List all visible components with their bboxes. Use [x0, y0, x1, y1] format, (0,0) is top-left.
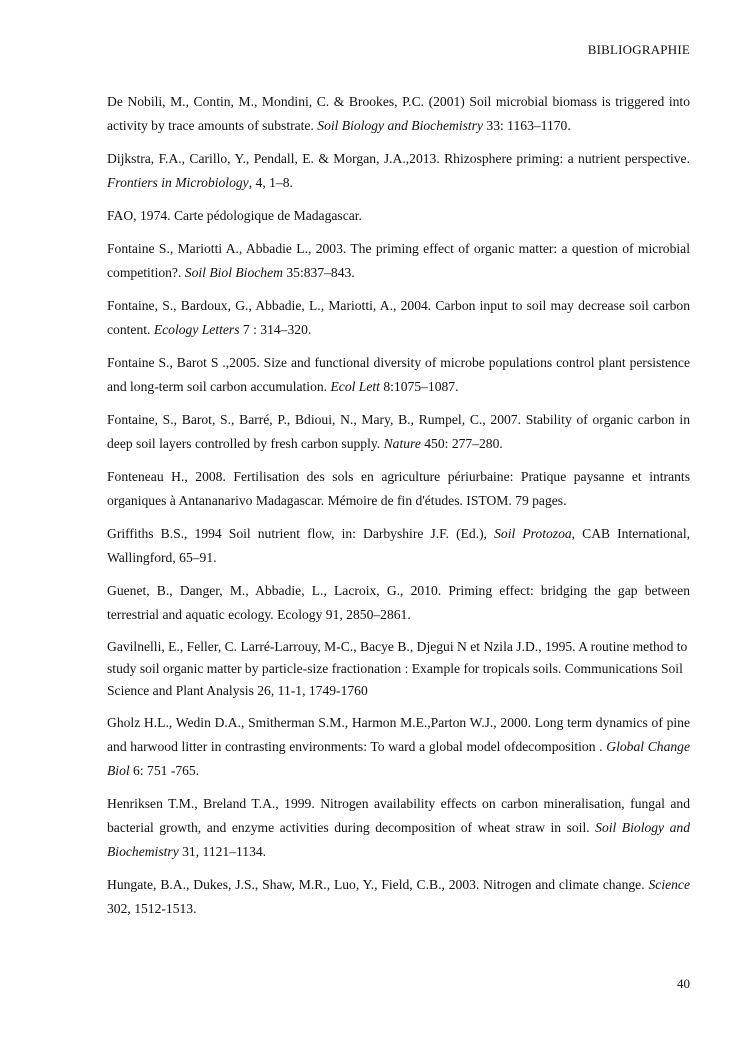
reference-entry: Griffiths B.S., 1994 Soil nutrient flow, in: Darbyshire J.F. (Ed.), Soil Protozoa, CAB International, Wallingford, 65–91. — [107, 526, 690, 565]
reference-entry: Gavilnelli, E., Feller, C. Larré-Larrouy, M-C., Bacye B., Djegui N et Nzila J.D., 1995. A routine method to study soil organic matter by particle-size fractionation : Example for tropicals soils. Communications Soil Science and Plant Analysis 26, 11-1, 1749-1760 — [107, 639, 688, 698]
reference-entry: De Nobili, M., Contin, M., Mondini, C. & Brookes, P.C. (2001) Soil microbial biomass is triggered into activity by trace amounts of substrate. Soil Biology and Biochemistry 33: 1163–1170. — [107, 94, 690, 133]
reference-entry: Dijkstra, F.A., Carillo, Y., Pendall, E. & Morgan, J.A.,2013. Rhizosphere priming: a nutrient perspective. Frontiers in Microbiology, 4, 1–8. — [107, 151, 690, 190]
reference-entry: Fontaine, S., Bardoux, G., Abbadie, L., Mariotti, A., 2004. Carbon input to soil may decrease soil carbon content. Ecology Letters 7 : 314–320. — [107, 298, 690, 337]
reference-list — [107, 90, 690, 930]
reference-entry: Fontaine S., Mariotti A., Abbadie L., 2003. The priming effect of organic matter: a question of microbial competition?. Soil Biol Biochem 35:837–843. — [107, 241, 690, 280]
reference-entry: Hungate, B.A., Dukes, J.S., Shaw, M.R., Luo, Y., Field, C.B., 2003. Nitrogen and climate change. Science 302, 1512-1513. — [107, 877, 690, 916]
reference-entry: Fontaine, S., Barot, S., Barré, P., Bdioui, N., Mary, B., Rumpel, C., 2007. Stability of organic carbon in deep soil layers controlled by fresh carbon supply. Nature 450: 277–280. — [107, 412, 690, 451]
running-header: BIBLIOGRAPHIE — [587, 42, 690, 57]
reference-entry: FAO, 1974. Carte pédologique de Madagascar. — [107, 208, 362, 223]
reference-entry: Fontaine S., Barot S .,2005. Size and functional diversity of microbe populations control plant persistence and long-term soil carbon accumulation. Ecol Lett 8:1075–1087. — [107, 355, 690, 394]
reference-entry: Guenet, B., Danger, M., Abbadie, L., Lacroix, G., 2010. Priming effect: bridging the gap between terrestrial and aquatic ecology. Ecology 91, 2850–2861. — [107, 583, 690, 622]
reference-entry: Gholz H.L., Wedin D.A., Smitherman S.M., Harmon M.E.,Parton W.J., 2000. Long term dynamics of pine and harwood litter in contrasting environments: To ward a global model ofdecomposition . Global Change Biol 6: 751 -765. — [107, 715, 690, 778]
page-number: 40 — [677, 976, 690, 991]
reference-entry: Henriksen T.M., Breland T.A., 1999. Nitrogen availability effects on carbon mineralisation, fungal and bacterial growth, and enzyme activities during decomposition of wheat straw in soil. Soil Biology and Biochemistry 31, 1121–1134. — [107, 796, 690, 859]
reference-entry: Fonteneau H., 2008. Fertilisation des sols en agriculture périurbaine: Pratique paysanne et intrants organiques à Antananarivo Madagascar. Mémoire de fin d'études. ISTOM. 79 pages. — [107, 469, 690, 508]
